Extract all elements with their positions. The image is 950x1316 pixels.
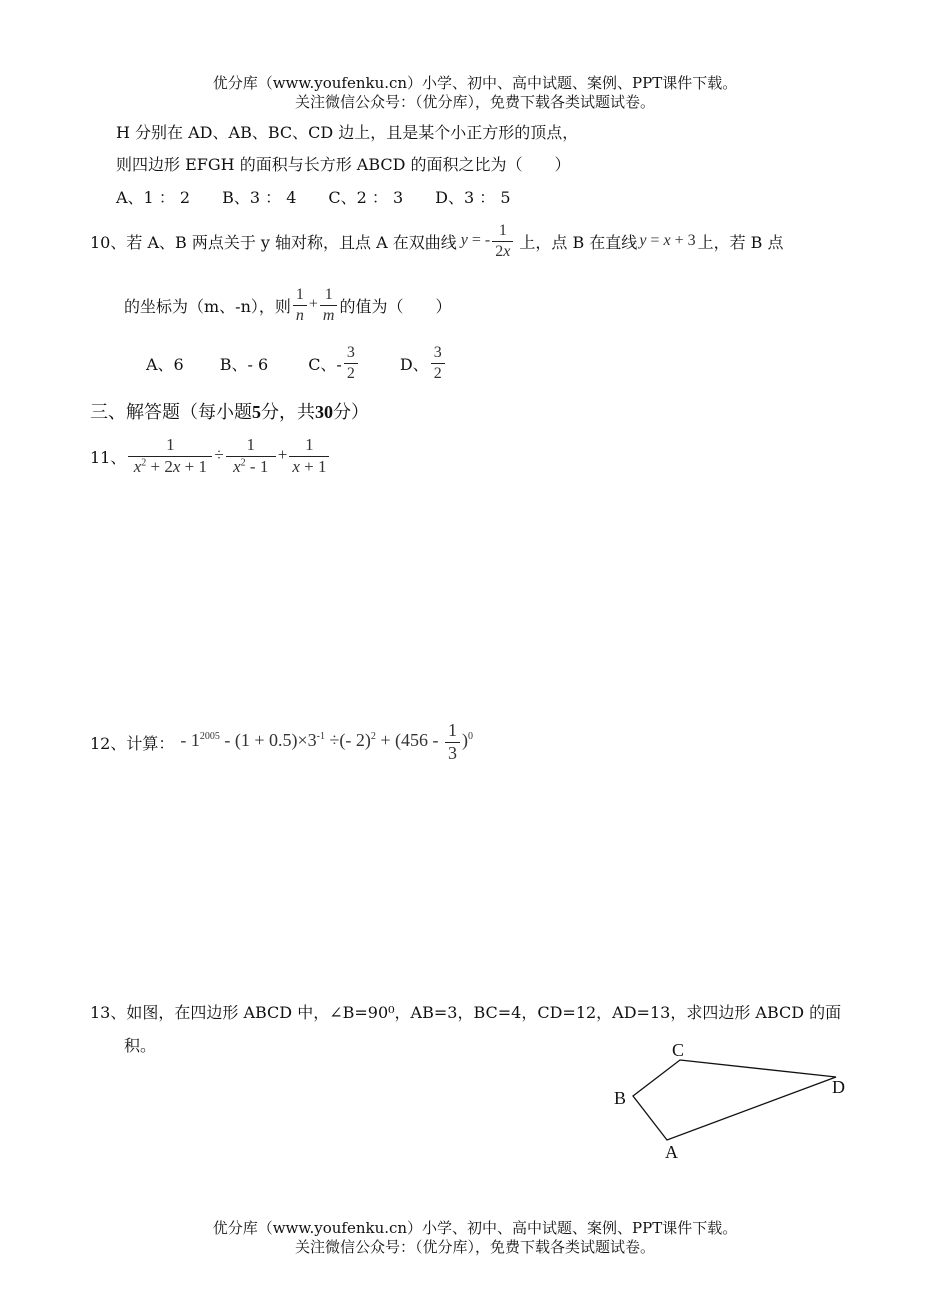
q9-line-2: 则四边形 EFGH 的面积与长方形 ABCD 的面积之比为（ ） — [116, 155, 571, 174]
vertex-label-b: B — [614, 1088, 627, 1108]
q10-mid: 上，点 B 在直线 — [519, 232, 638, 252]
q10-option-b: B、- 6 — [219, 354, 269, 374]
q10-option-c-fraction: $\frac{3}{2}$ — [342, 343, 360, 382]
q10-expression: $\frac{1}{n}$ + $\frac{1}{m}$ — [291, 285, 340, 324]
q10-line-eq: y = x + 3 — [639, 232, 696, 249]
q11-expression: $\frac{1}{x^2 + 2x + 1}$ ÷ $\frac{1}{x^2 - 1}$ + $\frac{1}{x + 1}$ — [126, 435, 331, 477]
q12-expression: - $1^{2005} - (1 + 0.5)\times 3^{-1}$ ÷(- 2)$^2$ + (456 - $\frac{1}{3}$ )$^0$ — [180, 719, 474, 763]
q9-options: A、1 ： 2 B、3 ： 4 C、2 ： 3 D、3 ： 5 — [116, 188, 511, 207]
vertex-label-a: A — [665, 1142, 678, 1162]
q10-hyperbola: y = - $\frac{1}{2x}$ — [461, 221, 516, 260]
q10-lead: 10、若 A、B 两点关于 y 轴对称，且点 A 在双曲线 — [90, 232, 457, 252]
q10-tail: 上，若 B 点 — [697, 232, 784, 252]
q10-option-c: C、- — [308, 354, 342, 374]
footer-line-1: 优分库（www.youfenku.cn）小学、初中、高中试题、案例、PPT课件下载。 — [212, 1219, 738, 1237]
section-3-heading: 三、解答题（每小题5分，共30分） — [90, 402, 369, 423]
q12-label: 12、计算： — [90, 733, 175, 753]
vertex-label-c: C — [672, 1040, 685, 1060]
q9-line-1: H 分别在 AD、AB、BC、CD 边上，且是某个小正方形的顶点， — [116, 123, 579, 142]
vertex-label-d: D — [832, 1077, 845, 1097]
q10-line2-tail: 的值为（ ） — [339, 296, 452, 316]
header-line-2: 关注微信公众号：（优分库），免费下载各类试题试卷。 — [294, 93, 655, 111]
q10-option-a: A、6 — [146, 354, 184, 374]
footer-line-2: 关注微信公众号：（优分库），免费下载各类试题试卷。 — [294, 1238, 655, 1256]
q13-line-2: 积。 — [124, 1036, 157, 1055]
q13-line-1: 13、如图，在四边形 ABCD 中，∠B=90⁰，AB=3，BC=4，CD=12，AD=13，求四边形 ABCD 的面 — [90, 1003, 842, 1022]
header-line-1: 优分库（www.youfenku.cn）小学、初中、高中试题、案例、PPT课件下载。 — [212, 74, 738, 92]
q10-option-d: D、 — [399, 354, 429, 374]
q11-label: 11、 — [90, 447, 127, 467]
quadrilateral-abcd — [633, 1060, 836, 1140]
q10-option-d-fraction: $\frac{3}{2}$ — [429, 343, 447, 382]
q10-line2-lead: 的坐标为（m、-n），则 — [124, 296, 291, 316]
